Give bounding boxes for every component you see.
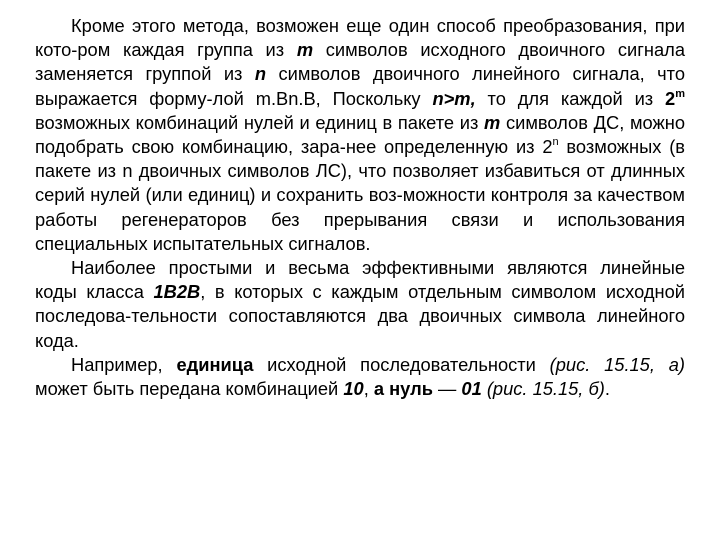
variable-n: n bbox=[254, 63, 267, 85]
power-base: 2 bbox=[665, 87, 676, 109]
text-run: Например, bbox=[71, 353, 177, 375]
text-run: может быть передана комбинацией bbox=[35, 378, 344, 400]
power-exponent: n bbox=[552, 136, 559, 149]
power-exponent: m bbox=[675, 87, 685, 100]
variable-m: m bbox=[296, 39, 314, 61]
paragraph-1 bbox=[35, 14, 685, 256]
text-run: возможных (в пакете из n двоичных символов ЛС), что позволяет избавиться от длинных серий нулей (или единиц) и сохранить воз-можности контроля за качеством работы регенераторов без прерывания связи и использования специальных испытательных сигналов. bbox=[35, 136, 685, 254]
document-body bbox=[35, 14, 685, 401]
paragraph-2 bbox=[35, 256, 685, 353]
condition-n-gt-m: n>m, bbox=[432, 87, 476, 109]
text-run: Наиболее простыми и весьма эффективными являются линейные коды класса bbox=[35, 257, 685, 303]
variable-m: m bbox=[484, 111, 501, 133]
text-run: символов двоичного линейного сигнала, что выражается форму-лой m.Bn.B, Поскольку bbox=[35, 63, 686, 109]
text-run: , в которых с каждым отдельным символом исходной последова-тельности сопоставляются два двоичных символа линейного кода. bbox=[35, 281, 686, 351]
figure-reference: (рис. 15.15, а) bbox=[549, 353, 685, 375]
paragraph-3 bbox=[35, 353, 685, 401]
text-run: — bbox=[432, 378, 462, 400]
code-combination-10: 10 bbox=[343, 378, 364, 400]
text-run: . bbox=[604, 378, 610, 400]
text-run: , bbox=[363, 378, 374, 400]
figure-reference: (рис. 15.15, б) bbox=[486, 378, 605, 400]
text-run: Кроме этого метода, возможен еще один способ преобразования, при кото-ром каждая группа из bbox=[35, 15, 685, 61]
text-run: символов ДС, можно подобрать свою комбинацию, зара-нее определенную из 2 bbox=[35, 111, 685, 158]
text-run: символов исходного двоичного сигнала заменяется группой из bbox=[35, 39, 685, 85]
text-run: возможных комбинаций нулей и единиц в пакете из bbox=[35, 111, 485, 133]
term-one: единица bbox=[176, 353, 254, 375]
text-run: то для каждой из bbox=[475, 87, 666, 109]
code-combination-01: 01 bbox=[461, 378, 482, 400]
text-run: исходной последовательности bbox=[253, 353, 550, 375]
code-class-1b2b: 1B2B bbox=[153, 281, 201, 303]
term-zero: а нуль bbox=[373, 378, 433, 400]
